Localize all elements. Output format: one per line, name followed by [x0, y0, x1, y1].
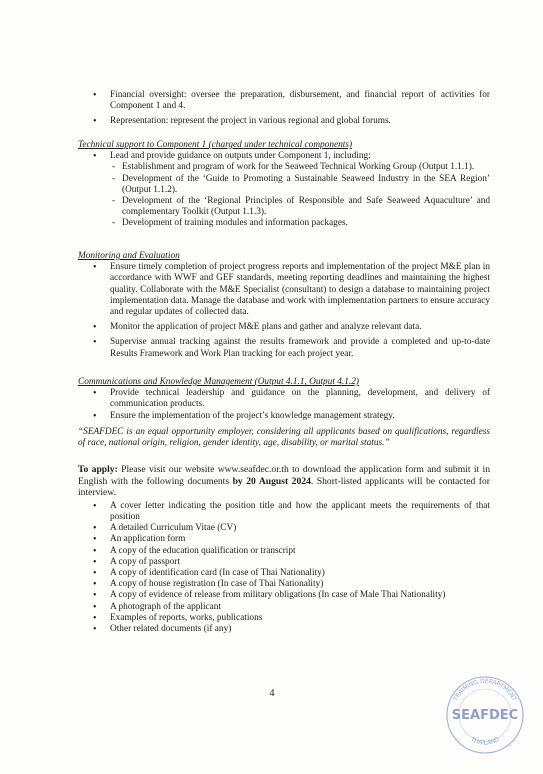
document-item-photograph: • A photograph of the applicant [78, 602, 490, 613]
technical-output-1-1-2: - Development of the ‘Guide to Promoting a Sustainable Seaweed Industry in the SEA Region’ (Output 1.1.2). [78, 174, 490, 196]
comms-bullet-leadership: • Provide technical leadership and guidance on the planning, development, and delivery of communication products. [78, 388, 490, 410]
seafdec-stamp [440, 672, 530, 757]
seal-bottom-text: THAILAND [469, 736, 501, 747]
apply-paragraph [78, 464, 490, 499]
communications-heading: Communications and Knowledge Management (Output 4.1.1, Output 4.1.2) [78, 377, 359, 387]
document-item-passport: • A copy of passport [78, 557, 490, 568]
comms-bullet-knowledge: • Ensure the implementation of the project’s knowledge management strategy. [78, 411, 490, 422]
me-bullet-annual-tracking: • Supervise annual tracking against the results framework and provide a completed and up-to-date Results Framework and Work Plan tracking for each project year. [78, 337, 490, 359]
how-to-apply-section [78, 464, 490, 635]
documents-list [78, 501, 490, 635]
monitoring-evaluation-section [78, 251, 490, 360]
technical-training-modules: - Development of training modules and information packages. [78, 218, 490, 229]
technical-support-heading: Technical support to Component 1 (charged under technical components) [78, 140, 353, 150]
apply-text: Please visit our website www.seafdec.or.th to download the application form and submit it in English with the following documents [78, 464, 490, 487]
document-item-education: • A copy of the education qualification or transcript [78, 546, 490, 557]
document-item-cover-letter: • A cover letter indicating the position title and how the applicant meets the requirements of that position [78, 501, 490, 523]
technical-support-section [78, 140, 490, 230]
me-bullet-monitor: • Monitor the application of project M&E plans and gather and analyze relevant data. [78, 322, 490, 333]
apply-label: To apply: [78, 464, 118, 475]
communications-section [78, 377, 490, 422]
document-item-house-registration: • A copy of house registration (In case of Thai Nationality) [78, 579, 490, 590]
seal-center-text: SEAFDEC [451, 708, 519, 723]
technical-lead-bullet: • Lead and provide guidance on outputs under Component 1, including: [78, 151, 490, 162]
bullet-representation: • Representation: represent the project in various regional and global forums. [78, 116, 490, 127]
technical-output-1-1-1: - Establishment and program of work for the Seaweed Technical Working Group (Output 1.1.1). [78, 162, 490, 173]
document-item-id-card: • A copy of identification card (In case of Thai Nationality) [78, 568, 490, 579]
bullet-financial-oversight: • Financial oversight: oversee the preparation, disbursement, and financial report of activities for Component 1 and 4. [78, 90, 490, 112]
document-item-other: • Other related documents (if any) [78, 624, 490, 635]
responsibilities-top [78, 90, 490, 128]
seal-top-text: TRAINING DEPARTMENT [452, 677, 518, 703]
apply-text-end: . Short-listed applicants will be contacted for interview. [78, 475, 490, 499]
technical-output-1-1-3: - Development of the ‘Regional Principles of Responsible and Safe Seaweed Aquaculture’ and complementary Toolkit (Output 1.1.3). [78, 196, 490, 218]
me-bullet-progress-reports: • Ensure timely completion of project progress reports and implementation of the project M&E plan in accordance with WWF and GEF standards, meeting reporting deadlines and maintaining the highest quality. Collaborate with the M&E Specialist (consultant) to design a database to maintaining project implementation data. Manage the database and work with implementation partners to ensure accuracy and regular updates of collected data. [78, 262, 490, 318]
document-item-application-form: • An application form [78, 534, 490, 545]
document-item-cv: • A detailed Curriculum Vitae (CV) [78, 523, 490, 534]
document-item-military-release: • A copy of evidence of release from military obligations (In case of Male Thai Nationality) [78, 590, 520, 601]
page-number: 4 [269, 688, 275, 699]
equal-opportunity-statement: “SEAFDEC is an equal opportunity employer, considering all applicants based on qualifications, regardless of race, national origin, religion, gender identity, age, disability, or marital status.” [78, 427, 490, 449]
document-item-examples: • Examples of reports, works, publications [78, 613, 490, 624]
equal-opportunity-block [78, 427, 490, 449]
apply-deadline: by 20 August 2024 [232, 475, 311, 487]
monitoring-evaluation-heading: Monitoring and Evaluation [78, 251, 180, 261]
